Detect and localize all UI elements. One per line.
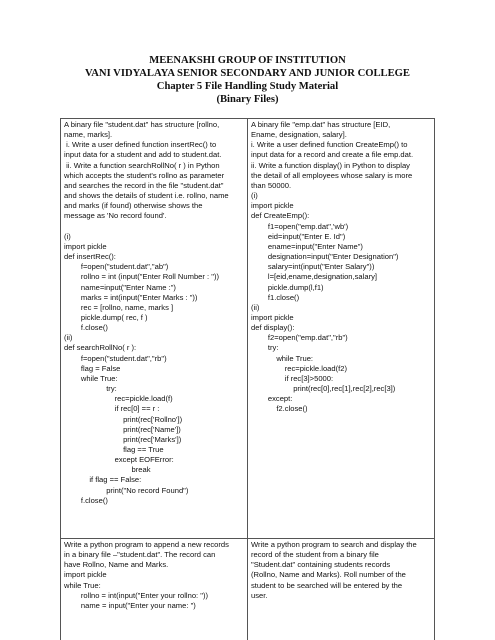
code-line: (ii) — [64, 333, 73, 343]
code-line: rec=pickle.load(f2) — [251, 363, 348, 373]
code-line: while True: — [64, 580, 101, 590]
question-text-line: i. Write a user defined function insertRec() to — [64, 140, 217, 150]
code-line: f1.close() — [251, 292, 300, 302]
code-line: rollno = int (input("Enter Roll Number : ")) — [64, 272, 219, 282]
question-text-line: than 50000. — [251, 180, 292, 190]
question-text-line: in a binary file –"student.dat". The record can — [64, 550, 216, 560]
institution-name: MEENAKSHI GROUP OF INSTITUTION — [149, 55, 346, 66]
questions-table — [60, 118, 435, 640]
question-text-line: and marks (if found) otherwise shows the — [64, 201, 203, 211]
code-line: designation=input("Enter Designation") — [251, 252, 399, 262]
code-line: except EOFError: — [64, 455, 174, 465]
code-line: f2.close() — [251, 404, 308, 414]
question-text-line: message as 'No record found'. — [64, 211, 167, 221]
code-line: f1=open("emp.dat",'wb') — [251, 221, 349, 231]
code-line: ename=input("Enter Name") — [251, 241, 363, 251]
question-text-line: record of the student from a binary file — [251, 550, 379, 560]
table-row — [61, 539, 435, 640]
code-line: f.close() — [64, 495, 108, 505]
table-row — [61, 119, 435, 539]
question-text-line: name, marks]. — [64, 130, 113, 140]
code-line: while True: — [64, 373, 118, 383]
code-line: f=open("student.dat","rb") — [64, 353, 167, 363]
code-line: f2=open("emp.dat","rb") — [251, 333, 348, 343]
code-line: (i) — [251, 191, 258, 201]
question-text-line: and searches the record in the file "student.dat" — [64, 180, 224, 190]
question-text-line: input data for a record and create a file emp.dat. — [251, 150, 414, 160]
code-line: print(rec[0],rec[1],rec[2],rec[3]) — [251, 384, 396, 394]
code-line — [64, 222, 244, 232]
chapter-subtitle: (Binary Files) — [216, 94, 279, 105]
code-line: if rec[0] == r : — [64, 404, 160, 414]
code-line: def insertRec(): — [64, 252, 116, 262]
question-text-line: the detail of all employees whose salary is more — [251, 170, 413, 180]
code-line: print(rec['Name']) — [64, 424, 181, 434]
code-line: rollno = int(input("Enter your rollno: ")) — [64, 590, 209, 600]
code-line: f.close() — [64, 323, 108, 333]
code-line: while True: — [251, 353, 314, 363]
code-line: if flag == False: — [64, 475, 142, 485]
question-text-line: i. Write a user defined function CreateEmp() to — [251, 140, 408, 150]
code-line: if rec[3]>5000: — [251, 373, 334, 383]
question-text-line: (Rollno, Name and Marks). Roll number of the — [251, 570, 406, 580]
code-line: import pickle — [251, 201, 294, 211]
code-line: l=[eid,ename,designation,salary] — [251, 272, 378, 282]
document-header — [0, 54, 495, 106]
code-line: flag == True — [64, 445, 164, 454]
code-line: import pickle — [64, 241, 107, 251]
code-line: name=input("Enter Name :") — [64, 282, 176, 292]
question-text-line: have Rollno, Name and Marks. — [64, 560, 169, 570]
code-line: rec=pickle.load(f) — [64, 394, 173, 404]
code-line: (i) — [64, 231, 71, 241]
code-line: name = input("Enter your name: ") — [64, 600, 196, 610]
code-line: pickle.dump(l,f1) — [251, 282, 324, 292]
question-text-line: input data for a student and add to student.dat. — [64, 150, 222, 160]
question-text-line: which accepts the student's rollno as parameter — [64, 170, 225, 180]
question-cell — [61, 119, 248, 539]
code-line: marks = int(input("Enter Marks : ")) — [64, 292, 198, 302]
code-line: f=open("student.dat","ab") — [64, 262, 169, 272]
code-line: print(rec['Rollno']) — [64, 414, 183, 424]
question-text-line: A binary file "emp.dat" has structure [EID, — [251, 120, 391, 129]
question-text-line: student to be searched will be entered by the — [251, 580, 403, 590]
chapter-title: Chapter 5 File Handling Study Material — [156, 81, 339, 92]
code-line: print("No record Found") — [64, 485, 189, 495]
code-line: (ii) — [251, 302, 260, 312]
code-line: import pickle — [251, 312, 294, 322]
code-line: import pickle — [64, 570, 107, 580]
question-cell — [248, 119, 435, 539]
question-text-line: and shows the details of student i.e. rollno, name — [64, 191, 229, 201]
code-line: try: — [64, 384, 117, 394]
question-text-line: Write a python program to append a new records — [64, 540, 229, 549]
question-cell — [248, 539, 435, 640]
code-line: salary=int(input("Enter Salary")) — [251, 262, 375, 272]
question-text-line: "Student.dat" containing students records — [251, 560, 391, 570]
code-line: def CreateEmp(): — [251, 211, 310, 221]
code-line: try: — [251, 343, 279, 353]
code-line: except: — [251, 394, 293, 404]
code-line: print(rec['Marks']) — [64, 434, 182, 444]
question-text-line: A binary file "student.dat" has structure [rollno, — [64, 120, 220, 129]
code-line: rec = [rollno, name, marks ] — [64, 302, 174, 312]
code-line: def searchRollNo( r ): — [64, 343, 137, 353]
question-text-line: Ename, designation, salary]. — [251, 130, 347, 140]
question-text-line: ii. Write a function display() in Python to display — [251, 160, 410, 170]
code-line: flag = False — [64, 363, 121, 373]
question-cell — [61, 539, 248, 640]
question-text-line: user. — [251, 590, 268, 600]
college-name: VANI VIDYALAYA SENIOR SECONDARY AND JUNIOR COLLEGE — [85, 68, 410, 79]
question-text-line: Write a python program to search and display the — [251, 540, 417, 549]
code-line: eid=input("Enter E. Id") — [251, 231, 346, 241]
code-line: def display(): — [251, 323, 295, 333]
code-line: break — [64, 465, 151, 475]
question-text-line: ii. Write a function searchRollNo( r ) in Python — [64, 160, 220, 170]
code-line: pickle.dump( rec, f ) — [64, 312, 148, 322]
